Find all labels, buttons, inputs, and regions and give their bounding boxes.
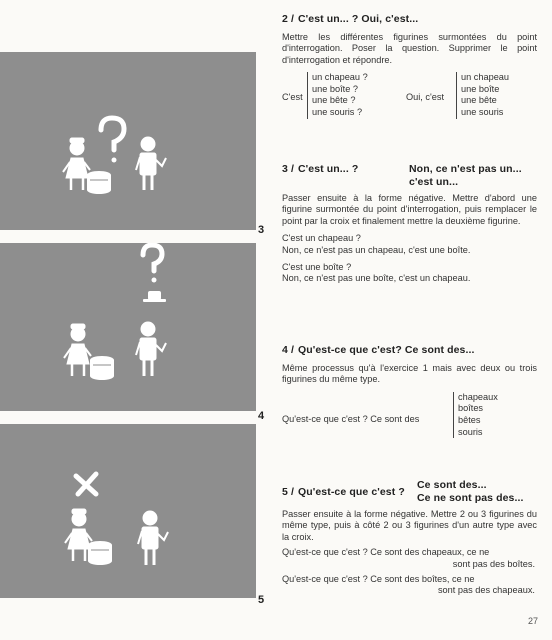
list-item: une bête ? — [312, 95, 356, 106]
illustration-panel-3 — [0, 424, 256, 598]
section-2-title — [282, 13, 537, 25]
section-2 — [282, 13, 537, 128]
section-2-lead-right: Oui, c'est — [406, 92, 445, 103]
section-2-number: 2 / — [282, 13, 294, 25]
section-5-example-1-line-1: Qu'est-ce que c'est ? Ce sont des chapeaux, ce ne — [282, 547, 490, 558]
section-3-answer-2: Non, ce n'est pas une boîte, c'est un chapeau. — [282, 273, 471, 284]
section-5-instructions: Passer ensuite à la forme négative. Mettre 2 ou 3 figurines du même type, puis à côté 2 ou 3 figurines d'un autre type avec la croix. — [282, 509, 537, 542]
cross-icon — [76, 474, 96, 494]
list-item: une boîte ? — [312, 83, 358, 94]
section-3-question-1: C'est un chapeau ? — [282, 233, 361, 244]
hatbox-icon — [88, 541, 112, 565]
section-4-number: 4 / — [282, 344, 294, 356]
list-item: boîtes — [458, 403, 484, 414]
list-item: une bête — [461, 95, 497, 106]
list-item: une boîte — [461, 83, 500, 94]
section-5-answer-line-1: Ce sont des... — [417, 479, 487, 491]
illustration-panel-2 — [0, 243, 256, 411]
section-5-example-2-line-1: Qu'est-ce que c'est ? Ce sont des boîtes, ce ne — [282, 574, 475, 585]
section-3-heading: C'est un... ? — [297, 163, 359, 175]
section-4 — [282, 344, 537, 446]
section-3-answer-line-1: Non, ce n'est pas un... — [409, 163, 522, 175]
list-item: une souris ? — [312, 107, 363, 117]
section-5 — [282, 479, 537, 597]
section-5-title — [282, 486, 405, 498]
boy-figure-icon — [136, 137, 166, 190]
question-mark-icon — [143, 245, 162, 283]
hatbox-icon — [90, 356, 114, 380]
section-4-instructions: Même processus qu'à l'exercice 1 mais avec deux ou trois figurines du même type. — [282, 363, 537, 385]
girl-figure-icon — [63, 138, 90, 190]
section-5-number: 5 / — [282, 486, 294, 498]
question-mark-icon — [101, 118, 124, 163]
boy-figure-icon — [136, 322, 166, 376]
section-3-instructions: Passer ensuite à la forme négative. Mettre d'abord une figurine surmontée du point d'interrogation, puis remplacer le point par la croix et finalement mettre la deuxième figurine. — [282, 193, 537, 226]
girl-figure-icon — [64, 324, 91, 376]
hatbox-icon — [87, 171, 111, 194]
section-3-question-2: C'est une boîte ? — [282, 262, 352, 273]
section-5-answer-line-2: Ce ne sont pas des... — [417, 492, 524, 504]
list-item: un chapeau ? — [312, 72, 368, 83]
list-item: souris — [458, 426, 483, 437]
section-2-lead-left: C'est — [282, 92, 303, 103]
section-2-right-list — [456, 72, 509, 118]
boy-figure-icon — [138, 511, 168, 565]
list-item: une souris — [461, 107, 504, 117]
section-2-instructions: Mettre les différentes figurines surmontées du point d'interrogation. Poser la question. Supprimer le point d'interrogation et répondre. — [282, 32, 537, 65]
section-3-answer — [409, 163, 522, 189]
section-3-answer-line-2: c'est un... — [409, 176, 459, 188]
section-3-title — [282, 163, 358, 175]
margin-number-3: 3 — [258, 224, 265, 236]
girl-figure-icon — [65, 509, 92, 561]
list-item: un chapeau — [461, 72, 510, 83]
section-2-left-list — [307, 72, 368, 118]
list-item: bêtes — [458, 415, 481, 425]
section-5-answer — [417, 479, 524, 505]
section-3-answer-1: Non, ce n'est pas un chapeau, c'est une boîte. — [282, 244, 471, 255]
section-3-number: 3 / — [282, 163, 294, 175]
hat-icon — [143, 291, 166, 302]
margin-number-5: 5 — [258, 594, 265, 606]
section-3 — [282, 163, 537, 285]
section-4-heading: Qu'est-ce que c'est? Ce sont des... — [297, 344, 475, 356]
section-5-example-2-line-2: sont pas des chapeaux. — [437, 585, 535, 596]
page-number: 27 — [527, 616, 538, 626]
section-4-lead: Qu'est-ce que c'est ? Ce sont des — [282, 413, 420, 424]
margin-number-4: 4 — [258, 410, 265, 422]
section-5-example-1-line-2: sont pas des boîtes. — [452, 558, 535, 569]
section-4-list — [453, 392, 498, 438]
illustration-panel-1 — [0, 52, 256, 230]
section-5-heading: Qu'est-ce que c'est ? — [297, 486, 405, 498]
list-item: chapeaux — [458, 391, 498, 402]
section-2-heading: C'est un... ? Oui, c'est... — [297, 13, 419, 25]
section-4-title — [282, 344, 537, 356]
